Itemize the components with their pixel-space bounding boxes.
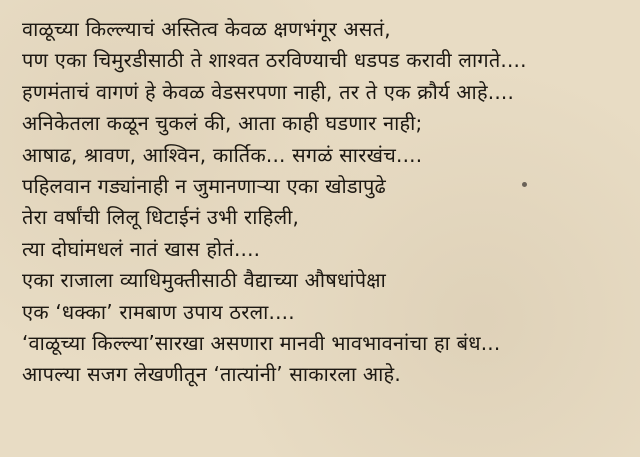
text-line-9: एका राजाला व्याधिमुक्तीसाठी वैद्याच्या औषधांपेक्षा [22, 268, 386, 293]
paper-speck [522, 182, 527, 187]
text-line-5: आषाढ, श्रावण, आश्विन, कार्तिक... सगळं सारखंच.... [22, 142, 423, 167]
text-line-1: वाळूच्या किल्ल्याचं अस्तित्व केवळ क्षणभंगूर असतं, [22, 17, 391, 41]
text-line-11: ‘वाळूच्या किल्ल्या’सारखा असणारा मानवी भावभावनांचा हा बंध... [22, 331, 501, 356]
text-line-12: आपल्या सजग लेखणीतून ‘तात्यांनी’ साकारला आहे. [22, 362, 401, 387]
text-line-6: पहिलवान गड्यांनाही न जुमानणाऱ्या एका खोडापुढे [22, 174, 386, 199]
text-line-2: पण एका चिमुरडीसाठी ते शाश्वत ठरविण्याची धडपड करावी लागते.... [22, 48, 527, 73]
text-line-3: हणमंताचं वागणं हे केवळ वेडसरपणा नाही, तर ते एक क्रौर्य आहे.... [22, 79, 515, 104]
text-line-7: तेरा वर्षांची लिलू धिटाईनं उभी राहिली, [22, 205, 300, 230]
text-line-8: त्या दोघांमधलं नातं खास होतं.... [22, 236, 261, 261]
text-line-10: एक ‘धक्का’ रामबाण उपाय ठरला.... [22, 299, 295, 324]
text-line-4: अनिकेतला कळून चुकलं की, आता काही घडणार नाही; [22, 111, 423, 136]
